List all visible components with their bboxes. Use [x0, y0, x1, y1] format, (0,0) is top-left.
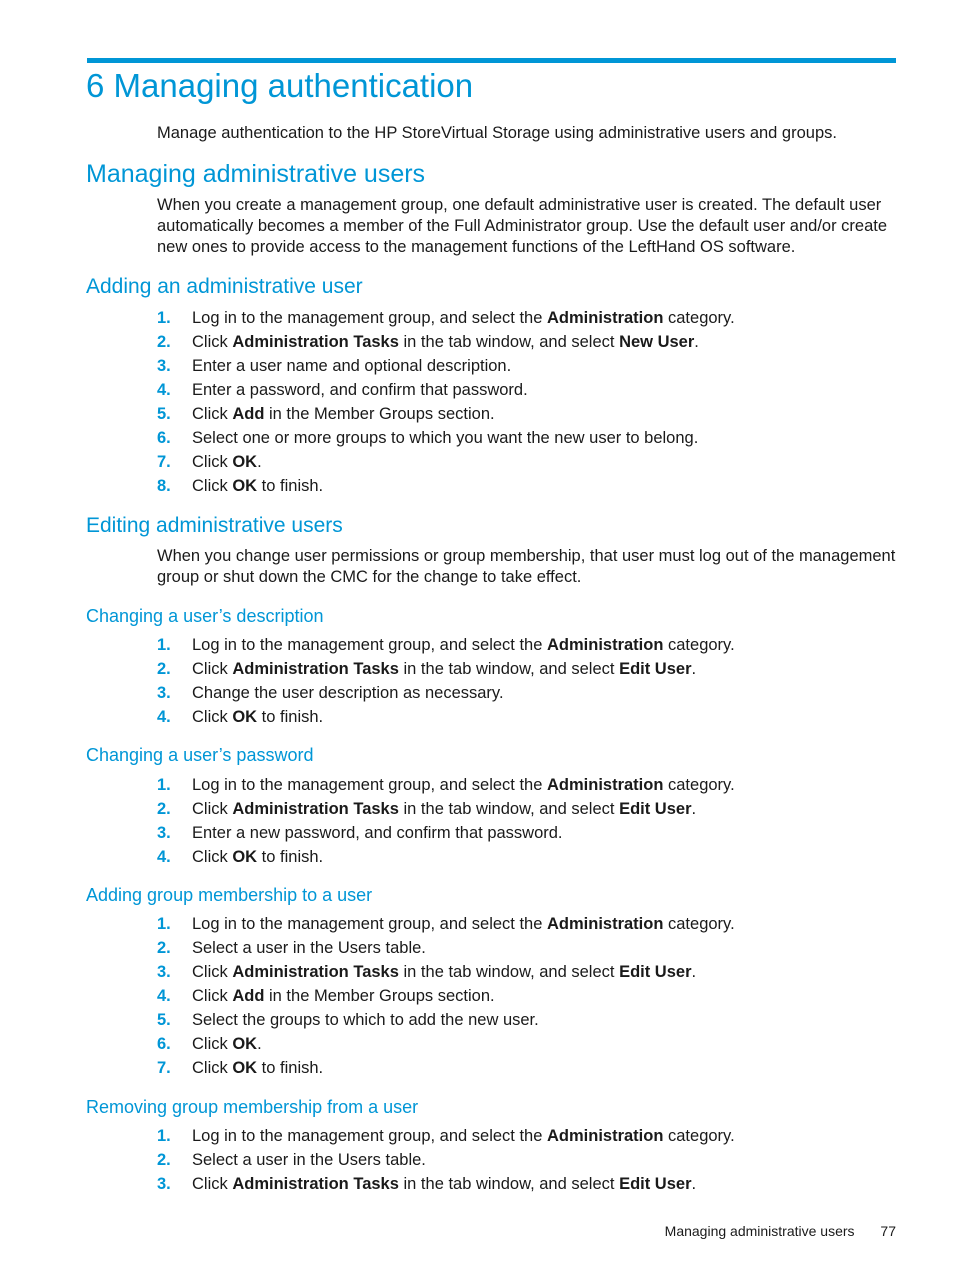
- step-text-run: Enter a user name and optional description.: [192, 357, 512, 375]
- heading-adding-group: Adding group membership to a user: [86, 885, 373, 905]
- step-text-run: Enter a new password, and confirm that password.: [192, 824, 563, 842]
- step-text-bold: Administration Tasks: [232, 1175, 399, 1193]
- step-text-run: .: [694, 333, 699, 351]
- step-text-bold: Administration: [547, 1127, 664, 1145]
- list-item: [157, 1008, 902, 1032]
- step-text-run: .: [691, 660, 697, 678]
- list-item: [157, 378, 902, 402]
- steps-adding-user: [157, 306, 902, 498]
- list-item: [157, 960, 902, 984]
- step-text-bold: OK: [232, 708, 258, 726]
- step-text-run: Select one or more groups to which you want the new user to belong.: [192, 429, 699, 447]
- step-text: [192, 936, 426, 960]
- steps-adding-group: [157, 912, 902, 1080]
- step-text-run: in the tab window, and select: [398, 660, 620, 678]
- step-text-bold: Administration: [547, 776, 664, 794]
- step-number: 1.: [157, 1127, 171, 1145]
- step-text: [192, 960, 696, 984]
- list-item: [157, 936, 902, 960]
- step-text-run: Click: [192, 987, 233, 1005]
- step-text-bold: Administration Tasks: [232, 660, 399, 678]
- step-number: 3.: [157, 1175, 171, 1193]
- section-paragraph-managing-users: When you create a management group, one default administrative user is created. The default user automatically becomes a member of the Full Administrator group. Use the default user and/or create new ones to provide access to the management functions of the LeftHand OS software.: [157, 196, 888, 256]
- heading-adding-user: Adding an administrative user: [86, 275, 363, 298]
- step-number: 7.: [157, 453, 171, 471]
- step-text: [192, 1056, 323, 1080]
- step-text-bold: Add: [232, 987, 265, 1005]
- step-text-run: Click: [192, 1035, 233, 1053]
- list-item: [157, 474, 902, 498]
- step-number: 1.: [157, 915, 171, 933]
- step-number: 3.: [157, 357, 171, 375]
- heading-removing-group: Removing group membership from a user: [86, 1097, 419, 1117]
- step-number: 2.: [157, 333, 171, 351]
- step-text-run: to finish.: [257, 1059, 324, 1077]
- step-text-run: to finish.: [257, 708, 324, 726]
- step-text-run: Log in to the management group, and select the: [192, 776, 547, 794]
- step-text-run: Log in to the management group, and select the: [192, 915, 547, 933]
- heading-changing-description: Changing a user’s description: [86, 606, 324, 626]
- step-number: 3.: [157, 684, 171, 702]
- step-text-run: .: [691, 800, 697, 818]
- step-number: 3.: [157, 824, 171, 842]
- step-text-run: Click: [192, 405, 233, 423]
- heading-editing-users: Editing administrative users: [86, 514, 343, 537]
- step-text: [192, 633, 735, 657]
- footer-section-name: Managing administrative users: [664, 1223, 855, 1239]
- list-item: [157, 657, 902, 681]
- step-text-bold: OK: [232, 848, 258, 866]
- step-text-run: Click: [192, 708, 233, 726]
- step-text: [192, 705, 323, 729]
- chapter-title: 6 Managing authentication: [86, 67, 474, 104]
- step-text-bold: Edit User: [619, 963, 692, 981]
- step-text-bold: Edit User: [619, 800, 692, 818]
- list-item: [157, 705, 902, 729]
- step-text: [192, 450, 262, 474]
- step-number: 6.: [157, 1035, 171, 1053]
- list-item: [157, 1124, 902, 1148]
- step-text-run: in the tab window, and select: [398, 800, 620, 818]
- step-text-run: category.: [663, 636, 735, 654]
- step-text: [192, 330, 699, 354]
- step-text-bold: Administration: [547, 915, 664, 933]
- step-text-run: Select the groups to which to add the new user.: [192, 1011, 539, 1029]
- step-text-run: .: [257, 1035, 262, 1053]
- step-text: [192, 306, 735, 330]
- step-text: [192, 402, 495, 426]
- step-text-run: to finish.: [257, 848, 324, 866]
- step-text-bold: OK: [232, 1059, 258, 1077]
- list-item: [157, 821, 902, 845]
- chapter-rule: [87, 58, 896, 63]
- step-text-run: .: [691, 963, 697, 981]
- list-item: [157, 797, 902, 821]
- step-text-bold: Add: [232, 405, 265, 423]
- step-text-bold: OK: [232, 1035, 258, 1053]
- step-text-run: to finish.: [257, 477, 324, 495]
- step-text-run: Click: [192, 1059, 233, 1077]
- step-number: 4.: [157, 381, 171, 399]
- steps-removing-group: [157, 1124, 902, 1196]
- step-number: 1.: [157, 776, 171, 794]
- list-item: [157, 450, 902, 474]
- step-number: 2.: [157, 660, 171, 678]
- step-number: 8.: [157, 477, 171, 495]
- step-text-run: .: [257, 453, 262, 471]
- step-text: [192, 845, 323, 869]
- step-text-bold: Edit User: [619, 1175, 692, 1193]
- step-text-run: Log in to the management group, and select the: [192, 1127, 547, 1145]
- step-text-run: Change the user description as necessary.: [192, 684, 504, 702]
- step-text-bold: OK: [232, 453, 258, 471]
- step-number: 3.: [157, 963, 171, 981]
- step-text: [192, 681, 504, 705]
- list-item: [157, 912, 902, 936]
- step-text-bold: OK: [232, 477, 258, 495]
- step-number: 4.: [157, 987, 171, 1005]
- step-text-run: Click: [192, 477, 233, 495]
- step-text: [192, 1008, 539, 1032]
- step-number: 1.: [157, 309, 171, 327]
- step-text-run: Enter a password, and confirm that password.: [192, 381, 528, 399]
- list-item: [157, 426, 902, 450]
- step-text: [192, 797, 696, 821]
- step-text-run: Click: [192, 963, 233, 981]
- list-item: [157, 1172, 902, 1196]
- step-text: [192, 821, 563, 845]
- step-text-bold: Administration: [547, 636, 664, 654]
- step-text: [192, 354, 511, 378]
- step-number: 5.: [157, 405, 171, 423]
- list-item: [157, 1148, 902, 1172]
- step-text-run: category.: [663, 915, 735, 933]
- step-text-run: in the tab window, and select: [398, 333, 620, 351]
- step-text-bold: Administration: [547, 309, 664, 327]
- step-text: [192, 426, 698, 450]
- list-item: [157, 845, 902, 869]
- list-item: [157, 1032, 902, 1056]
- step-text: [192, 657, 696, 681]
- intro-paragraph: Manage authentication to the HP StoreVirtual Storage using administrative users and groups.: [157, 124, 837, 142]
- step-text-bold: Administration Tasks: [232, 963, 399, 981]
- section-heading-managing-users: Managing administrative users: [86, 160, 426, 188]
- step-text-run: Select a user in the Users table.: [192, 939, 426, 957]
- step-text-run: .: [691, 1175, 697, 1193]
- step-text-run: category.: [663, 776, 735, 794]
- step-text-run: category.: [663, 309, 735, 327]
- list-item: [157, 402, 902, 426]
- step-number: 6.: [157, 429, 171, 447]
- list-item: [157, 1056, 902, 1080]
- step-text: [192, 1032, 262, 1056]
- step-text: [192, 773, 735, 797]
- step-text-run: Log in to the management group, and select the: [192, 309, 547, 327]
- step-text: [192, 378, 528, 402]
- step-text-run: Log in to the management group, and select the: [192, 636, 547, 654]
- step-text-bold: New User: [619, 333, 695, 351]
- list-item: [157, 330, 902, 354]
- step-number: 2.: [157, 800, 171, 818]
- list-item: [157, 773, 902, 797]
- step-text-bold: Administration Tasks: [232, 333, 399, 351]
- page-footer: [665, 1222, 896, 1240]
- step-number: 4.: [157, 708, 171, 726]
- step-text-run: Click: [192, 1175, 233, 1193]
- step-text-run: Click: [192, 333, 233, 351]
- step-text-run: in the tab window, and select: [398, 1175, 620, 1193]
- step-text-run: in the tab window, and select: [398, 963, 620, 981]
- step-number: 5.: [157, 1011, 171, 1029]
- step-text-run: in the Member Groups section.: [264, 405, 495, 423]
- step-text-run: Click: [192, 453, 233, 471]
- step-text: [192, 1124, 735, 1148]
- step-number: 2.: [157, 1151, 171, 1169]
- paragraph-editing-users: When you change user permissions or group membership, that user must log out of the management group or shut down the CMC for the change to take effect.: [157, 547, 896, 586]
- step-text-run: in the Member Groups section.: [264, 987, 495, 1005]
- step-text-run: Click: [192, 660, 233, 678]
- step-text-run: Click: [192, 800, 233, 818]
- list-item: [157, 354, 902, 378]
- step-number: 4.: [157, 848, 171, 866]
- step-text: [192, 984, 495, 1008]
- step-text: [192, 474, 323, 498]
- heading-changing-password: Changing a user’s password: [86, 745, 314, 765]
- step-number: 1.: [157, 636, 171, 654]
- step-text: [192, 912, 735, 936]
- step-text-run: category.: [663, 1127, 735, 1145]
- step-number: 2.: [157, 939, 171, 957]
- list-item: [157, 306, 902, 330]
- steps-changing-password: [157, 773, 902, 869]
- list-item: [157, 681, 902, 705]
- step-text-run: Click: [192, 848, 233, 866]
- page-number: 77: [880, 1223, 896, 1239]
- step-text-run: Select a user in the Users table.: [192, 1151, 426, 1169]
- step-text-bold: Administration Tasks: [232, 800, 399, 818]
- list-item: [157, 984, 902, 1008]
- steps-changing-description: [157, 633, 902, 729]
- step-text-bold: Edit User: [619, 660, 692, 678]
- step-text: [192, 1148, 426, 1172]
- step-text: [192, 1172, 696, 1196]
- list-item: [157, 633, 902, 657]
- step-number: 7.: [157, 1059, 171, 1077]
